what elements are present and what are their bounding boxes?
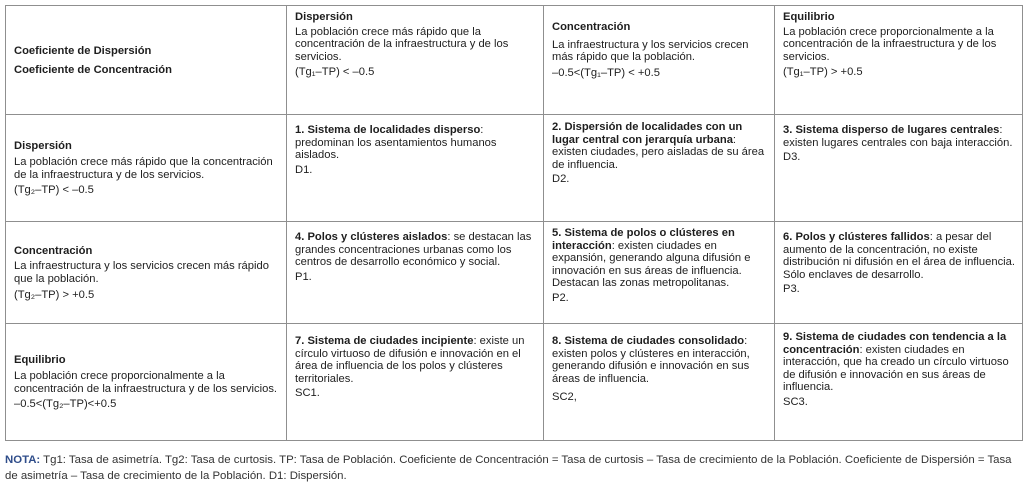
row-header-concentration — [6, 222, 287, 324]
cell-title: 4. Polos y clústeres aislados — [295, 231, 448, 243]
cell-title: 9. Sistema de ciudades con tendencia a la concentración — [783, 331, 1007, 356]
cell-d1 — [287, 115, 544, 222]
row-text: La población crece más rápido que la concentración de la infraestructura y de los servicios. — [14, 155, 273, 181]
cell-sc3 — [775, 324, 1023, 441]
row-title: Equilibrio — [14, 354, 66, 367]
column-formula: (Tg₁–TP) > +0.5 — [783, 66, 863, 79]
cell-code: SC2, — [552, 391, 577, 404]
column-text: La población crece proporcionalmente a la concentración de la infraestructura y de los servicios. — [783, 25, 997, 63]
cell-code: SC1. — [295, 387, 320, 400]
cell-text: : predominan los asentamientos humanos aislados. — [295, 124, 497, 162]
row-title: Concentración — [14, 244, 93, 257]
corner-cell — [6, 6, 287, 115]
cell-code: P2. — [552, 291, 569, 304]
note-label: NOTA: — [5, 454, 41, 466]
row-formula: (Tg₂–TP) < –0.5 — [14, 184, 94, 197]
row-equilibrium — [6, 324, 1023, 441]
note-text: Tg1: Tasa de asimetría. Tg2: Tasa de curtosis. TP: Tasa de Población. Coeficiente de Concentración = Tasa de curtosis – Tasa de crecimiento de la Población. Coeficiente de Dispersión = Tasa de asimetría – Tasa de crecimiento de la Población. D1: Dispersión. — [5, 454, 1012, 482]
cell-p2 — [544, 222, 775, 324]
column-formula: –0.5<(Tg₁–TP) < +0.5 — [552, 66, 660, 79]
cell-text: : existen ciudades, pero aisladas de su área de influencia. — [552, 133, 765, 171]
column-title: Dispersión — [295, 11, 353, 23]
row-formula: (Tg₂–TP) > +0.5 — [14, 288, 95, 301]
cell-text: : existen polos y clústeres en interacción, generando difusión e innovación en sus áreas de influencia. — [552, 335, 750, 385]
cell-text: : existen ciudades en interacción, que ha creado un círculo virtuoso de difusión e innovación en sus áreas de influencia. — [783, 343, 1009, 394]
cell-code: SC3. — [783, 395, 808, 408]
table-footnote — [5, 453, 1022, 484]
cell-sc2 — [544, 324, 775, 441]
cell-title: 1. Sistema de localidades disperso — [295, 124, 481, 136]
cell-title: 2. Dispersión de localidades con un lugar central con jerarquía urbana — [552, 121, 743, 146]
cell-d3 — [775, 115, 1023, 222]
cell-text: : existen ciudades en expansión, generando alguna difusión e innovación en sus áreas de influencia. Destacan las zonas metropolitanas. — [552, 239, 751, 290]
cell-code: P1. — [295, 270, 312, 283]
row-text: La población crece proporcionalmente a la concentración de la infraestructura y de los servicios. — [14, 369, 278, 395]
cell-text: : existe un círculo virtuoso de difusión e innovación en el área de influencia de los polos y clústeres territoriales. — [295, 335, 525, 385]
cell-title: 7. Sistema de ciudades incipiente — [295, 335, 474, 347]
cell-d2 — [544, 115, 775, 222]
cell-text: : se destacan las grandes concentraciones urbanas como los centros de desarrollo económico y social. — [295, 231, 532, 269]
cell-title: 6. Polos y clústeres fallidos — [783, 231, 930, 243]
row-header-equilibrium — [6, 324, 287, 441]
cell-code: D3. — [783, 151, 801, 164]
cell-code: D2. — [552, 173, 570, 186]
column-text: La población crece más rápido que la concentración de la infraestructura y de los servicios. — [295, 25, 509, 63]
corner-line-1: Coeficiente de Dispersión — [14, 44, 152, 57]
row-header-dispersion — [6, 115, 287, 222]
column-header-dispersion — [287, 6, 544, 115]
row-title: Dispersión — [14, 140, 72, 153]
column-title: Equilibrio — [783, 11, 835, 23]
cell-title: 8. Sistema de ciudades consolidado — [552, 335, 745, 347]
row-text: La infraestructura y los servicios crecen más rápido que la población. — [14, 260, 269, 285]
header-row — [6, 6, 1023, 115]
cell-p1 — [287, 222, 544, 324]
cell-text: : a pesar del aumento de la concentración, no existe distribución ni difusión en el área de influencia. Sólo enclaves de desarrollo. — [783, 231, 1015, 281]
cell-p3 — [775, 222, 1023, 324]
classification-table — [5, 5, 1023, 441]
cell-sc1 — [287, 324, 544, 441]
row-formula: –0.5<(Tg₂–TP)<+0.5 — [14, 398, 117, 411]
column-title: Concentración — [552, 21, 631, 33]
row-concentration — [6, 222, 1023, 324]
cell-title: 3. Sistema disperso de lugares centrales — [783, 124, 1000, 136]
cell-title: 5. Sistema de polos o clústeres en interacción — [552, 227, 735, 252]
cell-code: D1. — [295, 163, 313, 176]
row-dispersion — [6, 115, 1023, 222]
column-formula: (Tg₁–TP) < –0.5 — [295, 66, 375, 79]
corner-line-2: Coeficiente de Concentración — [14, 63, 172, 76]
column-header-concentration — [544, 6, 775, 115]
column-text: La infraestructura y los servicios crecen más rápido que la población. — [552, 38, 749, 64]
cell-code: P3. — [783, 283, 800, 296]
cell-text: : existen lugares centrales con baja interacción. — [783, 124, 1013, 149]
column-header-equilibrium — [775, 6, 1023, 115]
